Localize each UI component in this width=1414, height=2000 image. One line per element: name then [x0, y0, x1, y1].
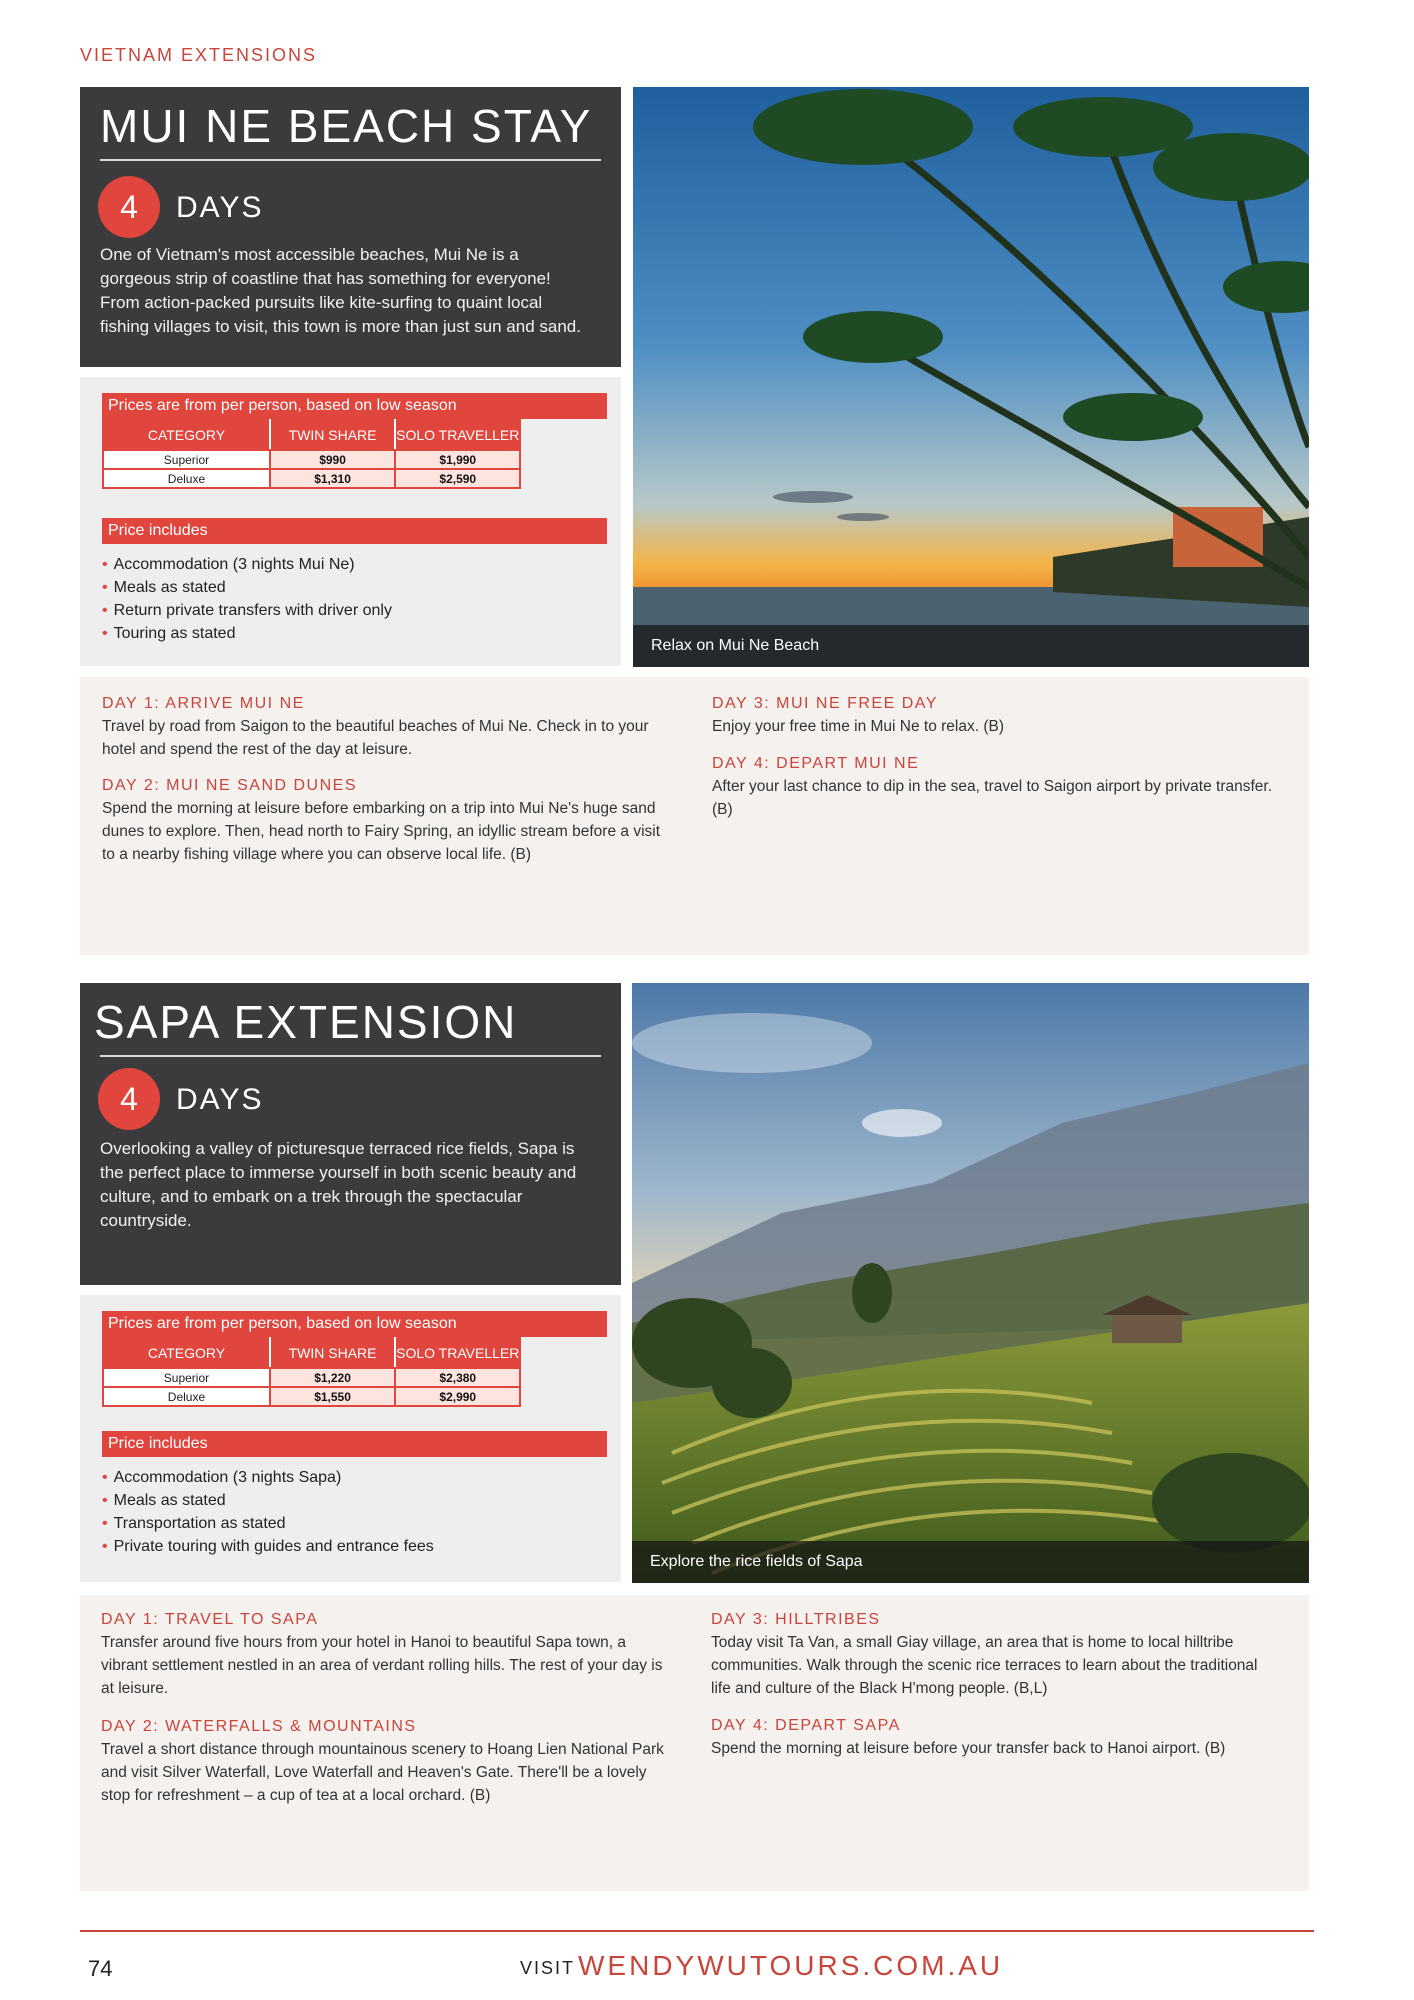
- list-item: • Accommodation (3 nights Sapa): [102, 1469, 342, 1486]
- sapa-price-panel: [80, 1295, 621, 1582]
- bullet-icon: •: [102, 602, 108, 619]
- mui-ne-price-table: [102, 419, 521, 489]
- beach-sunset-image: [633, 87, 1309, 667]
- table-row: [103, 469, 520, 488]
- mui-ne-includes-list: [102, 553, 607, 645]
- list-item: • Private touring with guides and entrance fees: [102, 1538, 434, 1555]
- table-cell: $1,550: [270, 1387, 395, 1406]
- bullet-icon: •: [102, 1515, 108, 1532]
- day-text: Today visit Ta Van, a small Giay village, an area that is home to local hilltribe communities. Walk through the scenic rice terraces to learn about the traditional life and culture of the Black H'mong people. (B,L): [711, 1634, 1258, 1697]
- day-title: DAY 3: HILLTRIBES: [711, 1611, 881, 1628]
- list-item: • Accommodation (3 nights Mui Ne): [102, 556, 355, 573]
- list-item: • Touring as stated: [102, 625, 236, 642]
- mui-ne-price-panel: [80, 377, 621, 666]
- list-item: • Meals as stated: [102, 579, 226, 596]
- itinerary-day: [102, 775, 672, 866]
- bullet-icon: •: [102, 1469, 108, 1486]
- mui-ne-prices-heading: Prices are from per person, based on low season: [102, 393, 607, 419]
- sapa-rice-fields-photo: [632, 983, 1309, 1583]
- table-row: [103, 450, 520, 469]
- table-cell: Superior: [103, 450, 270, 469]
- itinerary-day: [712, 753, 1282, 821]
- mui-ne-title: MUI NE BEACH STAY: [100, 100, 593, 152]
- table-cell: $2,990: [395, 1387, 520, 1406]
- table-row: [103, 1368, 520, 1387]
- list-item: • Meals as stated: [102, 1492, 226, 1509]
- table-header: TWIN SHARE: [270, 1338, 395, 1368]
- rice-terraces-image: [632, 983, 1309, 1583]
- sapa-prices-heading: Prices are from per person, based on low season: [102, 1311, 607, 1337]
- sapa-includes-list: [102, 1466, 607, 1558]
- mui-ne-includes-heading: Price includes: [102, 518, 607, 544]
- mui-ne-beach-photo: [633, 87, 1309, 667]
- itinerary-day: [102, 693, 672, 761]
- table-cell: $990: [270, 450, 395, 469]
- mui-ne-itinerary: [80, 677, 1309, 955]
- sapa-days-badge: 4: [98, 1068, 160, 1130]
- day-title: DAY 2: MUI NE SAND DUNES: [102, 777, 358, 794]
- sapa-price-table: [102, 1337, 521, 1407]
- sapa-days-label: DAYS: [176, 1083, 264, 1116]
- sapa-title: SAPA EXTENSION: [94, 996, 518, 1048]
- table-cell: $2,380: [395, 1368, 520, 1387]
- table-header: CATEGORY: [103, 1338, 270, 1368]
- itinerary-day: [712, 693, 1282, 738]
- bullet-icon: •: [102, 556, 108, 573]
- mui-ne-intro-text: One of Vietnam's most accessible beaches, Mui Ne is a gorgeous strip of coastline that has something for everyone! From action-packed pursuits like kite-surfing to quaint local fishing villages to visit, this town is more than just sun and sand.: [100, 245, 581, 336]
- table-header: SOLO TRAVELLER: [395, 420, 520, 450]
- day-title: DAY 4: DEPART SAPA: [711, 1717, 901, 1734]
- day-text: Transfer around five hours from your hotel in Hanoi to beautiful Sapa town, a vibrant settlement nestled in an area of verdant rolling hills. The rest of your day is at leisure.: [101, 1634, 663, 1697]
- sapa-title-rule: [100, 1055, 601, 1057]
- list-item: • Return private transfers with driver only: [102, 602, 392, 619]
- mui-ne-days-label: DAYS: [176, 191, 264, 224]
- mui-ne-intro-panel: [80, 87, 621, 367]
- itinerary-day: [711, 1609, 1281, 1700]
- day-text: Spend the morning at leisure before embarking on a trip into Mui Ne's huge sand dunes to explore. Then, head north to Fairy Spring, an idyllic stream before a visit to a nearby fishing village where you can observe local life. (B): [102, 800, 661, 863]
- sapa-itinerary: [80, 1595, 1309, 1891]
- bullet-icon: •: [102, 1538, 108, 1555]
- table-cell: $1,990: [395, 450, 520, 469]
- mui-ne-days-badge: 4: [98, 176, 160, 238]
- bullet-icon: •: [102, 625, 108, 642]
- table-header: TWIN SHARE: [270, 420, 395, 450]
- table-cell: $1,310: [270, 469, 395, 488]
- day-title: DAY 3: MUI NE FREE DAY: [712, 695, 938, 712]
- day-title: DAY 2: WATERFALLS & MOUNTAINS: [101, 1718, 417, 1735]
- table-cell: Deluxe: [103, 469, 270, 488]
- day-title: DAY 1: TRAVEL TO SAPA: [101, 1611, 319, 1628]
- itinerary-day: [101, 1716, 671, 1807]
- itinerary-day: [101, 1609, 671, 1700]
- sapa-photo-caption: Explore the rice fields of Sapa: [632, 1541, 1309, 1583]
- mui-ne-title-rule: [100, 159, 601, 161]
- day-text: Travel by road from Saigon to the beautiful beaches of Mui Ne. Check in to your hotel and spend the rest of the day at leisure.: [102, 718, 649, 758]
- table-row: [103, 1387, 520, 1406]
- page-number: 74: [88, 1956, 113, 1981]
- bullet-icon: •: [102, 579, 108, 596]
- table-cell: $2,590: [395, 469, 520, 488]
- table-cell: $1,220: [270, 1368, 395, 1387]
- table-cell: Deluxe: [103, 1387, 270, 1406]
- table-cell: Superior: [103, 1368, 270, 1387]
- website-link[interactable]: WENDYWUTOURS.COM.AU: [578, 1950, 1004, 1981]
- footer-rule: [80, 1930, 1314, 1932]
- table-header: SOLO TRAVELLER: [395, 1338, 520, 1368]
- day-text: Travel a short distance through mountainous scenery to Hoang Lien National Park and visit Silver Waterfall, Love Waterfall and Heaven's Gate. There'll be a lovely stop for refreshment – a cup of tea at a local orchard. (B): [101, 1741, 664, 1804]
- mui-ne-photo-caption: Relax on Mui Ne Beach: [633, 625, 1309, 667]
- day-text: Spend the morning at leisure before your transfer back to Hanoi airport. (B): [711, 1740, 1226, 1757]
- day-title: DAY 1: ARRIVE MUI NE: [102, 695, 305, 712]
- table-header: CATEGORY: [103, 420, 270, 450]
- day-text: Enjoy your free time in Mui Ne to relax. (B): [712, 718, 1005, 735]
- visit-label: VISIT: [520, 1958, 576, 1978]
- section-label: VIETNAM EXTENSIONS: [80, 45, 318, 65]
- sapa-includes-heading: Price includes: [102, 1431, 607, 1457]
- day-title: DAY 4: DEPART MUI NE: [712, 755, 920, 772]
- itinerary-day: [711, 1715, 1281, 1760]
- list-item: • Transportation as stated: [102, 1515, 286, 1532]
- bullet-icon: •: [102, 1492, 108, 1509]
- sapa-intro-text: Overlooking a valley of picturesque terraced rice fields, Sapa is the perfect place to immerse yourself in both scenic beauty and culture, and to embark on a trek through the spectacular countryside.: [100, 1139, 577, 1230]
- sapa-intro-panel: [80, 983, 621, 1285]
- day-text: After your last chance to dip in the sea, travel to Saigon airport by private transfer. (B): [712, 778, 1273, 818]
